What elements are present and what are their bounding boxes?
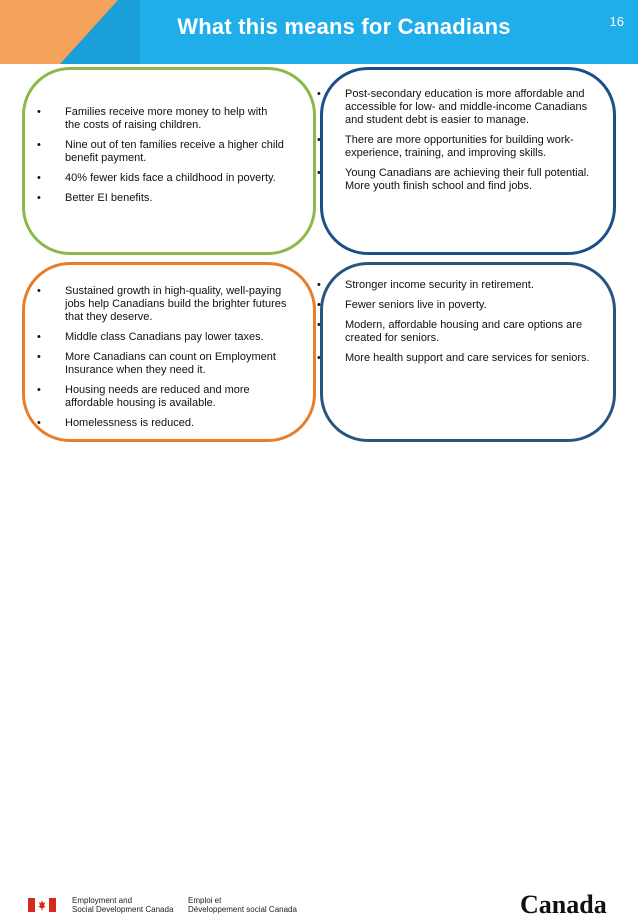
list-item: • Better EI benefits. [25, 192, 285, 205]
list-item: • Sustained growth in high-quality, well-paying jobs help Canadians build the brighter futures that they deserve. [25, 285, 293, 324]
department-name-en-line1: Employment and [72, 896, 133, 905]
list-item: • There are more opportunities for building work-experience, training, and improving skills. [305, 134, 595, 160]
department-name-en [72, 896, 173, 914]
families-box [22, 67, 316, 255]
families-list [25, 106, 285, 212]
seniors-box [320, 262, 616, 442]
youth-list [305, 88, 595, 200]
canada-wordmark: Canada [520, 890, 607, 919]
list-item: • Families receive more money to help with the costs of raising children. [25, 106, 285, 132]
workers-box [22, 262, 316, 442]
department-name-fr [188, 896, 297, 914]
youth-box [320, 67, 616, 255]
workers-list [25, 285, 293, 437]
list-item: • Homelessness is reduced. [25, 417, 293, 430]
seniors-list [305, 279, 595, 372]
list-item: • Middle class Canadians pay lower taxes. [25, 331, 293, 344]
list-item: • More health support and care services for seniors. [305, 352, 595, 365]
header-accent-shape [0, 0, 140, 64]
slide-number: 16 [609, 14, 624, 29]
list-item: • Stronger income security in retirement. [305, 279, 595, 292]
list-item: • Housing needs are reduced and more affordable housing is available. [25, 384, 293, 410]
department-name-fr-line2: Développement social Canada [188, 905, 297, 914]
list-item: • More Canadians can count on Employment Insurance when they need it. [25, 351, 293, 377]
list-item: • Modern, affordable housing and care options are created for seniors. [305, 319, 595, 345]
list-item: • Young Canadians are achieving their full potential. More youth finish school and find jobs. [305, 167, 595, 193]
list-item: • Nine out of ten families receive a higher child benefit payment. [25, 139, 285, 165]
list-item: • Fewer seniors live in poverty. [305, 299, 595, 312]
list-item: • 40% fewer kids face a childhood in poverty. [25, 172, 285, 185]
canada-flag-icon [28, 898, 56, 912]
department-name-fr-line1: Emploi et [188, 896, 222, 905]
slide-header [0, 0, 638, 64]
slide-title: What this means for Canadians [177, 14, 511, 39]
department-name-en-line2: Social Development Canada [72, 905, 174, 914]
slide-footer [0, 446, 638, 919]
list-item: • Post-secondary education is more affordable and accessible for low- and middle-income Canadians and student debt is easier to manage. [305, 88, 595, 127]
